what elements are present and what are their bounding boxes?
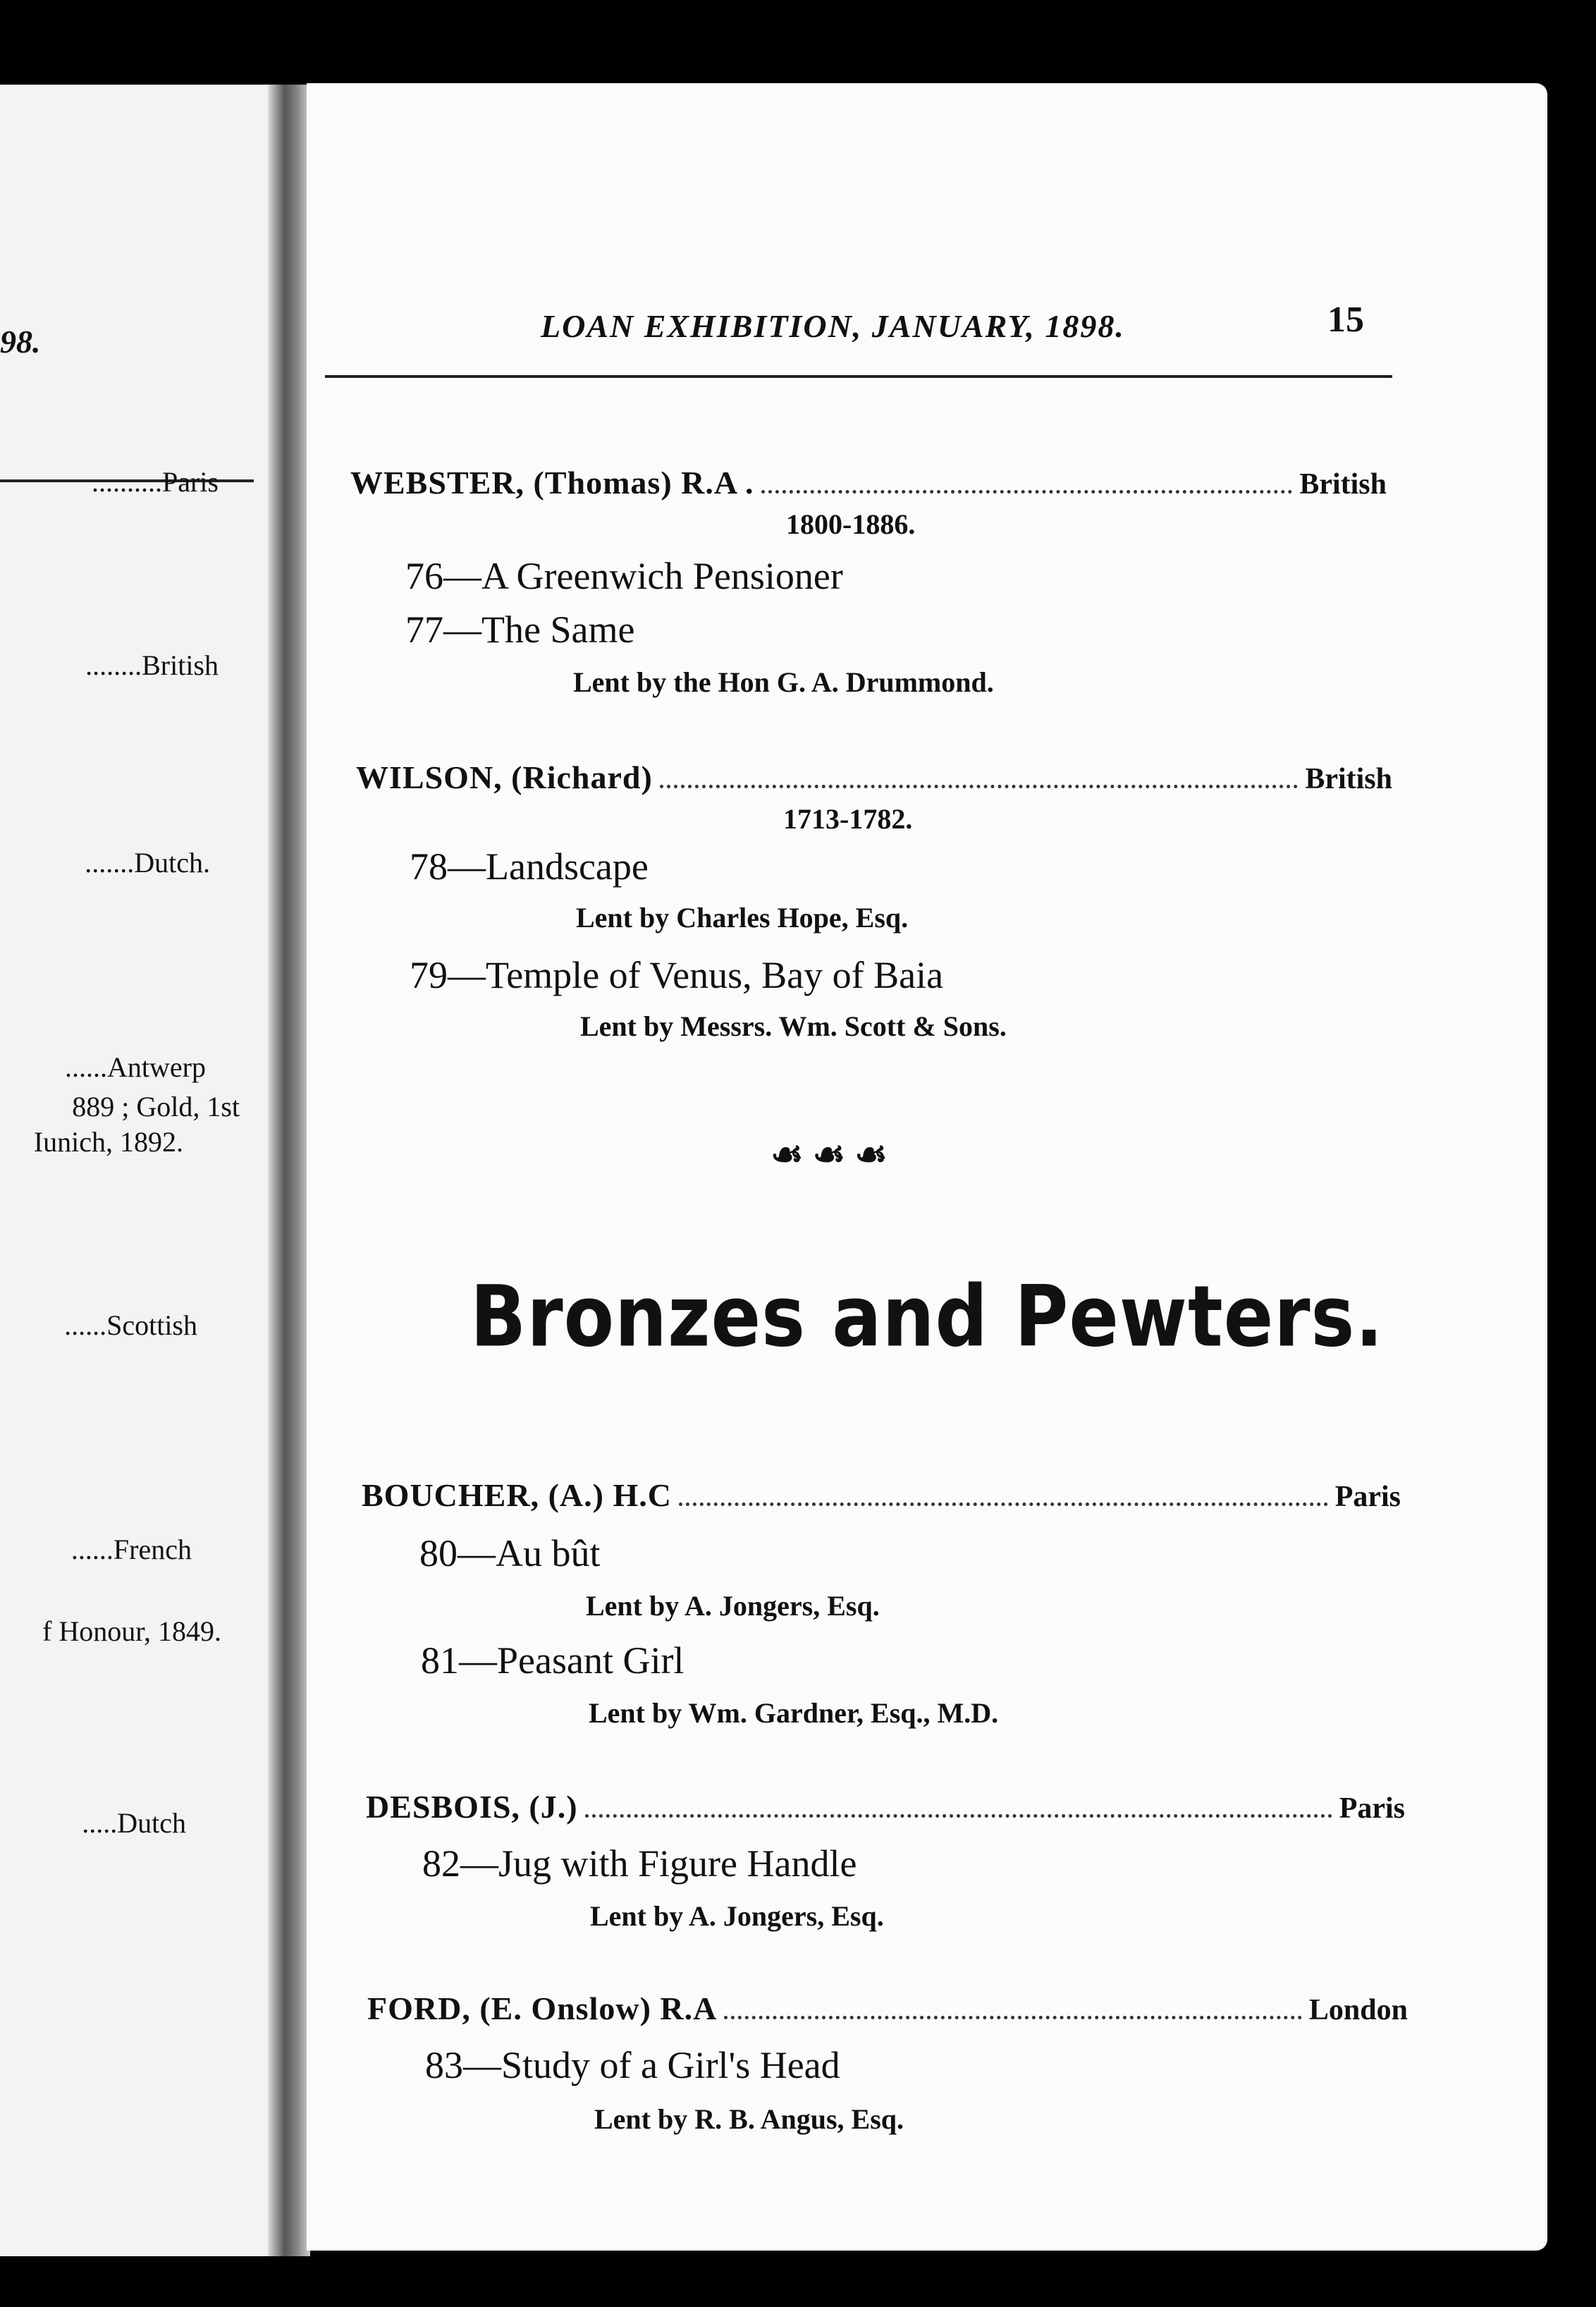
lender-line: Lent by A. Jongers, Esq. — [586, 1590, 880, 1622]
artist-nationality: Paris — [1334, 1481, 1401, 1513]
left-fragment: .......Dutch. — [85, 847, 210, 879]
catalogue-item: 80—Au bût — [419, 1532, 601, 1574]
artist-heading — [367, 1990, 1408, 2027]
leader-dots — [660, 785, 1299, 788]
lender-line: Lent by Charles Hope, Esq. — [576, 902, 909, 934]
artist-heading — [356, 759, 1392, 796]
catalogue-item: 82—Jug with Figure Handle — [422, 1842, 857, 1885]
catalogue-item: 76—A Greenwich Pensioner — [405, 555, 843, 597]
section-title: Bronzes and Pewters. — [470, 1266, 1384, 1366]
lender-line: Lent by A. Jongers, Esq. — [590, 1900, 884, 1932]
left-facing-page — [0, 85, 289, 2256]
leader-dots — [761, 490, 1293, 494]
catalogue-item: 81—Peasant Girl — [421, 1639, 685, 1682]
right-page — [307, 83, 1547, 2251]
left-fragment: 889 ; Gold, 1st — [72, 1091, 240, 1122]
artist-name: WEBSTER, (Thomas) R.A . — [350, 465, 754, 501]
left-fragment: ......French — [70, 1534, 192, 1565]
lender-line: Lent by Wm. Gardner, Esq., M.D. — [589, 1697, 999, 1729]
artist-name: FORD, (E. Onslow) R.A — [367, 1990, 718, 2026]
running-header: LOAN EXHIBITION, JANUARY, 1898. — [541, 308, 1125, 344]
artist-nationality: London — [1308, 1994, 1408, 2026]
ornament: ☙ ☙ ☙ — [771, 1135, 888, 1175]
artist-nationality: British — [1299, 468, 1387, 501]
lender-line: Lent by R. B. Angus, Esq. — [594, 2103, 904, 2135]
artist-name: WILSON, (Richard) — [356, 759, 653, 795]
lender-line: Lent by the Hon G. A. Drummond. — [573, 666, 994, 698]
left-fragment: ........British — [85, 649, 219, 681]
header-rule — [325, 375, 1392, 378]
left-fragment: f Honour, 1849. — [42, 1615, 221, 1647]
page-number: 15 — [1327, 300, 1364, 340]
left-header-fragment: 98. — [0, 324, 41, 360]
artist-nationality: Paris — [1339, 1792, 1405, 1825]
leader-dots — [679, 1503, 1328, 1506]
artist-nationality: British — [1305, 763, 1392, 795]
artist-name: BOUCHER, (A.) H.C — [362, 1477, 672, 1513]
catalogue-item: 78—Landscape — [410, 845, 649, 888]
left-fragment: Iunich, 1892. — [33, 1126, 183, 1158]
catalogue-item: 77—The Same — [405, 608, 635, 651]
lender-line: Lent by Messrs. Wm. Scott & Sons. — [580, 1010, 1007, 1042]
artist-heading — [366, 1788, 1405, 1825]
book-gutter — [268, 85, 310, 2256]
artist-dates: 1713-1782. — [783, 803, 913, 835]
artist-heading — [350, 464, 1387, 501]
catalogue-item: 79—Temple of Venus, Bay of Baia — [410, 954, 944, 996]
leader-dots — [585, 1814, 1332, 1818]
left-fragment: .....Dutch — [82, 1807, 186, 1839]
catalogue-item: 83—Study of a Girl's Head — [425, 2044, 840, 2086]
left-fragment: ..........Paris — [92, 466, 219, 498]
left-fragment: ......Antwerp — [65, 1051, 206, 1083]
artist-name: DESBOIS, (J.) — [366, 1789, 578, 1825]
artist-heading — [362, 1476, 1401, 1514]
leader-dots — [724, 2016, 1302, 2019]
left-fragment: ......Scottish — [64, 1309, 197, 1341]
artist-dates: 1800-1886. — [786, 508, 916, 540]
